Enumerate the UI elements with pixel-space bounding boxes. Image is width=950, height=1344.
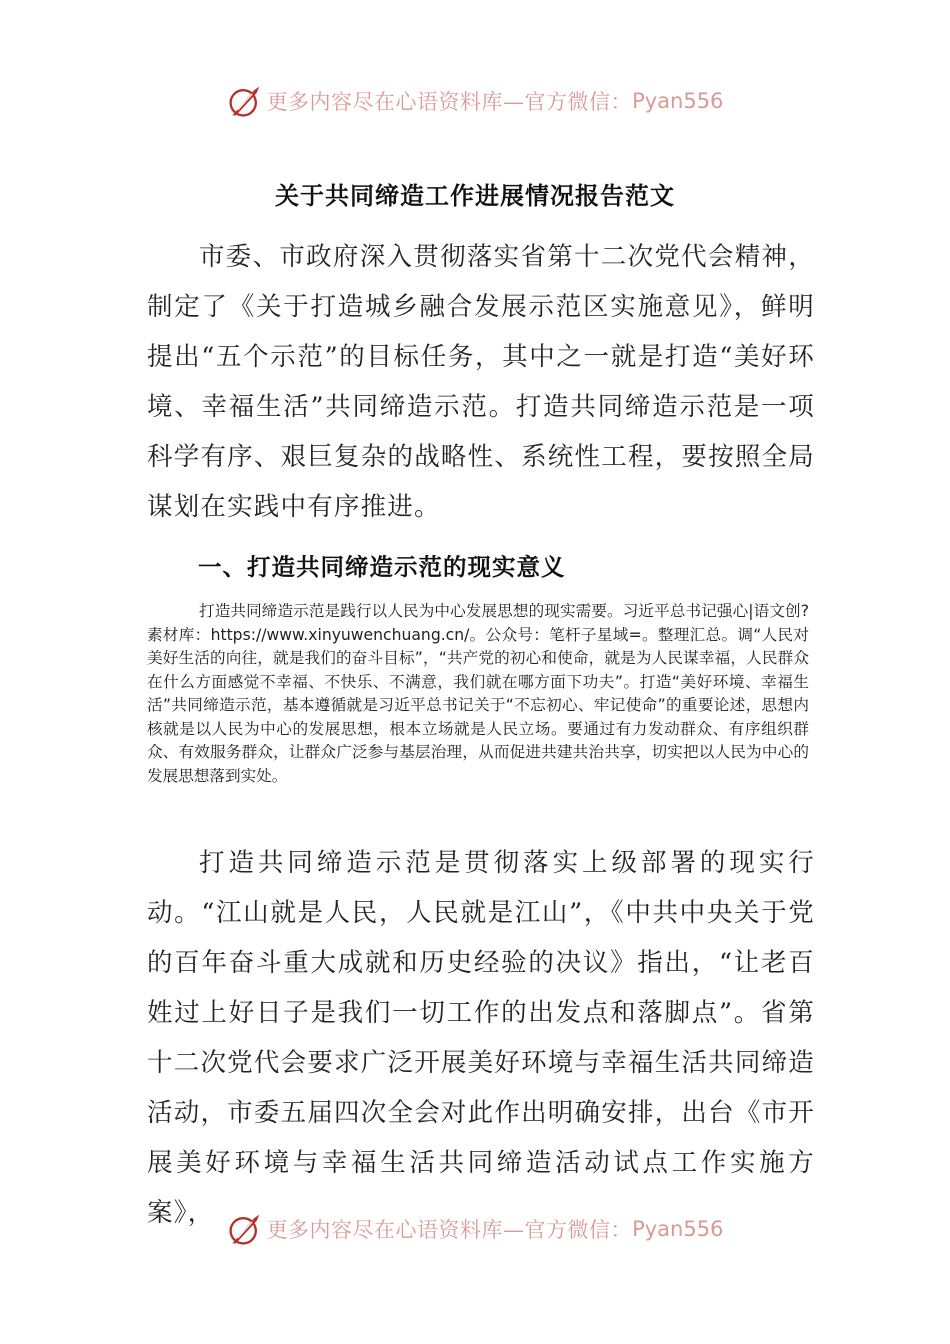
quill-pen-icon [227, 1211, 263, 1247]
body-paragraph-action: 打造共同缔造示范是贯彻落实上级部署的现实行动。“江山就是人民，人民就是江山”，《中共中央关于党的百年奋斗重大成就和历史经验的决议》指出，“让老百姓过上好日子是我们一切工作的出发点和落脚点”。省第十二次党代会要求广泛开展美好环境与幸福生活共同缔造活动，市委五届四次全会对此作出明确安排，出台《市开展美好环境与幸福生活共同缔造活动试点工作实施方案》， [147, 848, 815, 1228]
watermark-wechat-id: Pyan556 [632, 89, 724, 113]
watermark-text: 更多内容尽在心语资料库—官方微信： [266, 1218, 633, 1242]
section-heading: 一、打造共同缔造示范的现实意义 [198, 553, 566, 581]
watermark-wechat-id: Pyan556 [632, 1217, 724, 1241]
body-paragraph-small: 打造共同缔造示范是践行以人民为中心发展思想的现实需要。习近平总书记强心|语文创?素材库：https://www.xinyuwenchuang.cn/。公众号：笔杆子星域=。整理汇总。调“人民对美好生活的向往，就是我们的奋斗目标”，“共产党的初心和使命，就是为人民谋幸福，人民群众在什么方面感觉不幸福、不快乐、不满意，我们就在哪方面下功夫”。打造“美好环境、幸福生活”共同缔造示范，基本遵循就是习近平总书记关于“不忘初心、牢记使命”的重要论述，思想内核就是以人民为中心的发展思想，根本立场就是人民立场。要通过有力发动群众、有序组织群众、有效服务群众，让群众广泛参与基层治理，从而促进共建共治共享，切实把以人民为中心的发展思想落到实处。 [147, 602, 809, 785]
document-title: 关于共同缔造工作进展情况报告范文 [275, 182, 675, 210]
quill-pen-icon [227, 83, 263, 119]
body-paragraph-intro: 市委、市政府深入贯彻落实省第十二次党代会精神，制定了《关于打造城乡融合发展示范区实施意见》，鲜明提出“五个示范”的目标任务，其中之一就是打造“美好环境、幸福生活”共同缔造示范。打造共同缔造示范是一项科学有序、艰巨复杂的战略性、系统性工程，要按照全局谋划在实践中有序推进。 [147, 242, 815, 522]
watermark-banner-top [0, 78, 950, 124]
watermark-banner-bottom [0, 1206, 950, 1252]
watermark-text: 更多内容尽在心语资料库—官方微信： [266, 90, 633, 114]
